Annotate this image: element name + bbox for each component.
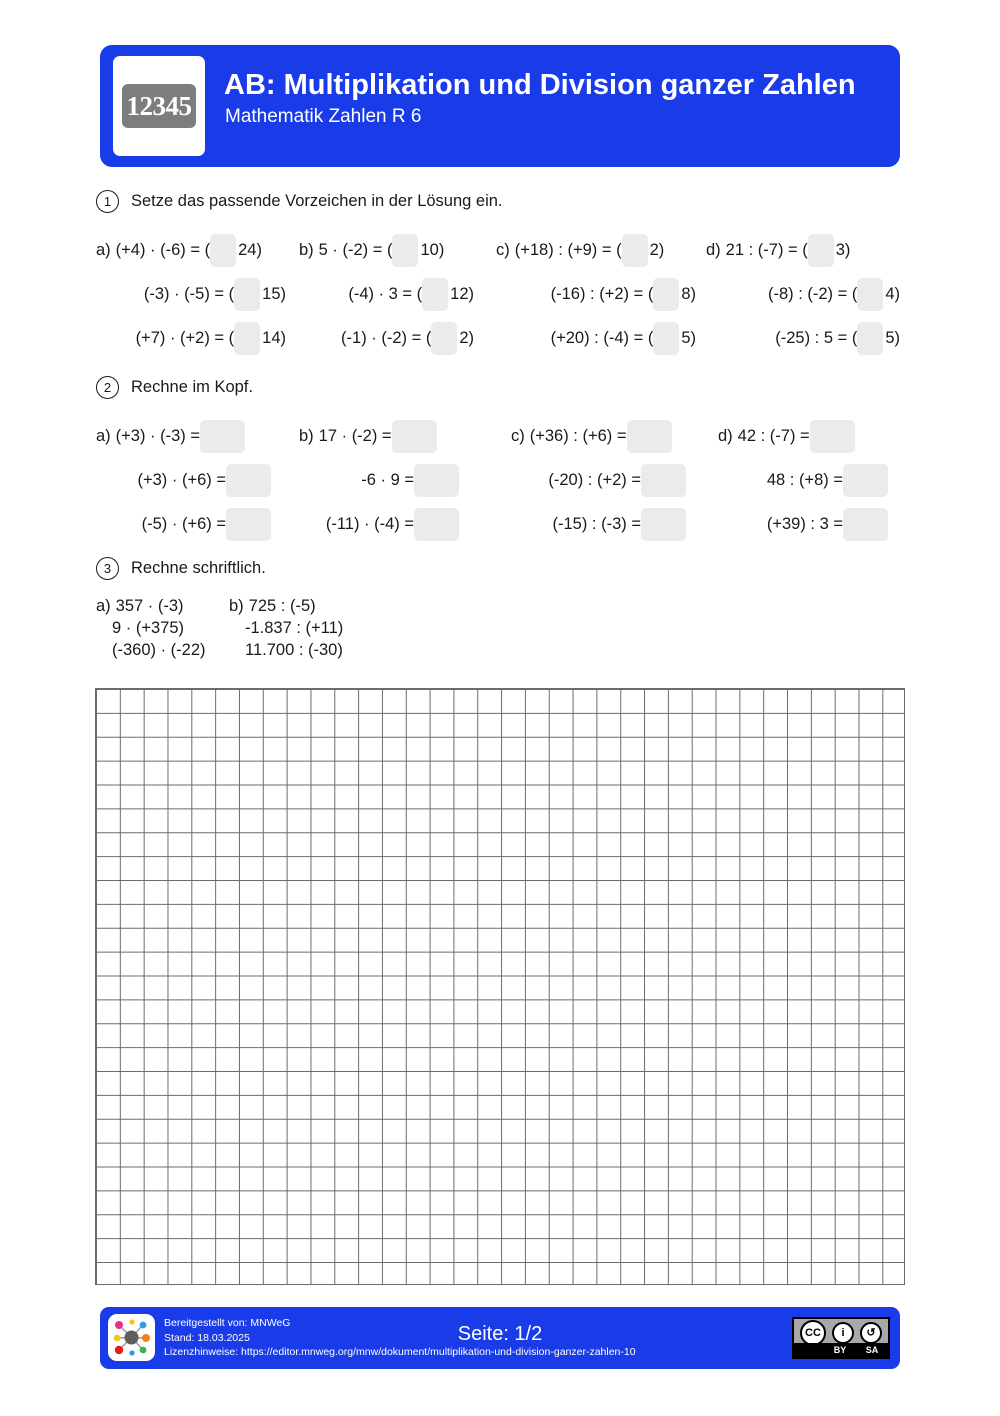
answer-blank[interactable] — [200, 420, 245, 453]
problem-d-3 — [706, 316, 900, 360]
exercise-1-heading — [96, 188, 900, 214]
problem-b-1 — [299, 414, 459, 458]
written-problem-line — [229, 595, 343, 617]
expression — [138, 464, 272, 497]
problem-a-1 — [96, 414, 271, 458]
expression-text: (-16) : (+2) = ( — [550, 284, 654, 303]
worksheet-footer — [100, 1307, 900, 1369]
column-label: a) — [96, 597, 111, 615]
expression — [738, 420, 855, 453]
expression-text: (-11) · (-4) = — [325, 514, 414, 533]
answer-blank[interactable] — [392, 234, 418, 267]
problem-c-2 — [511, 458, 686, 502]
written-problem-column-b — [229, 595, 343, 661]
answer-value: 10) — [420, 240, 445, 259]
exercise-2-heading — [96, 374, 900, 400]
page-subtitle: Mathematik Zahlen R 6 — [225, 106, 422, 127]
problem-c-1 — [511, 414, 686, 458]
expression — [361, 464, 459, 497]
expression — [341, 322, 474, 355]
cc-icon: CC — [800, 1320, 826, 1346]
expression-text: (+3) · (+6) = — [137, 470, 226, 489]
expression-text: (+20) : (-4) = ( — [550, 328, 654, 347]
expression — [116, 420, 245, 453]
column-label: c) — [511, 426, 525, 445]
problem-a-2 — [96, 272, 286, 316]
expression — [551, 278, 696, 311]
page-title: AB: Multiplikation und Division ganzer Zahlen — [224, 69, 856, 101]
exercise-1-title: Setze das passende Vorzeichen in der Lösung ein. — [131, 191, 503, 210]
logo-badge: 12345 — [122, 84, 196, 128]
answer-blank[interactable] — [234, 278, 260, 311]
exercise-3-title: Rechne schriftlich. — [131, 558, 266, 577]
problem-a-2 — [96, 458, 271, 502]
page-indicator: Seite: 1/2 — [457, 1323, 543, 1345]
exercise-2 — [96, 374, 900, 546]
answer-blank[interactable] — [857, 278, 883, 311]
expression — [548, 464, 686, 497]
answer-value: 2) — [459, 328, 474, 347]
expression-text: (+3) · (-3) = — [115, 426, 201, 445]
expression — [326, 508, 459, 541]
problem-b-3 — [299, 316, 474, 360]
problem-d-1 — [718, 414, 888, 458]
exercise-1 — [96, 188, 900, 360]
problem-a-3 — [96, 316, 286, 360]
expression — [319, 234, 445, 267]
answer-blank[interactable] — [810, 420, 855, 453]
expression-text: (+4) · (-6) = ( — [115, 240, 211, 259]
problem-d-3 — [718, 502, 888, 546]
written-problem-line — [96, 639, 206, 661]
problem-c-3 — [511, 502, 686, 546]
column-label: b) — [299, 240, 314, 259]
cc-license-badge — [792, 1317, 890, 1359]
expression — [768, 278, 900, 311]
written-problem-line — [229, 617, 343, 639]
exercise-row — [96, 458, 900, 502]
exercise-3-heading — [96, 555, 900, 581]
expression-text: (-3) · (-5) = ( — [143, 284, 235, 303]
expression — [142, 508, 271, 541]
exercise-row — [96, 228, 900, 272]
expression — [767, 464, 888, 497]
cc-sa-label: SA — [865, 1345, 879, 1355]
expression-text: 725 : (-5) — [248, 597, 316, 615]
answer-blank[interactable] — [414, 464, 459, 497]
written-problem-line — [229, 639, 343, 661]
expression-text: (-1) · (-2) = ( — [341, 328, 432, 347]
answer-value: 5) — [885, 328, 900, 347]
written-problem-column-a — [96, 595, 206, 661]
answer-value: 2) — [649, 240, 665, 259]
answer-value: 12) — [450, 284, 474, 303]
expression-text: 357 · (-3) — [115, 597, 184, 615]
answer-blank[interactable] — [843, 464, 888, 497]
expression — [775, 322, 900, 355]
answer-blank[interactable] — [622, 234, 648, 267]
answer-value: 8) — [681, 284, 696, 303]
column-label: a) — [96, 426, 111, 445]
answer-value: 3) — [835, 240, 851, 259]
problem-b-2 — [299, 272, 474, 316]
answer-blank[interactable] — [808, 234, 834, 267]
answer-blank[interactable] — [653, 278, 679, 311]
cc-label-row — [794, 1343, 888, 1357]
answer-grid — [95, 688, 905, 1285]
answer-blank[interactable] — [422, 278, 448, 311]
problem-b-1 — [299, 228, 474, 272]
problem-c-1 — [496, 228, 696, 272]
problem-a-3 — [96, 502, 271, 546]
answer-value: 5) — [681, 328, 696, 347]
answer-blank[interactable] — [627, 420, 672, 453]
expression-text: -6 · 9 = — [361, 470, 414, 489]
footer-date: Stand: 18.03.2025 — [164, 1331, 250, 1344]
answer-value: 14) — [262, 328, 286, 347]
expression-text: -1.837 : (+11) — [245, 619, 344, 637]
answer-blank[interactable] — [226, 464, 271, 497]
expression — [553, 508, 686, 541]
expression — [767, 508, 888, 541]
expression — [319, 420, 437, 453]
exercise-3 — [96, 555, 900, 675]
column-label: d) — [706, 240, 721, 259]
expression-text: (+18) : (+9) = ( — [514, 240, 622, 259]
problem-c-3 — [496, 316, 696, 360]
expression — [116, 234, 262, 267]
answer-blank[interactable] — [857, 322, 883, 355]
column-label: d) — [718, 426, 733, 445]
problem-c-2 — [496, 272, 696, 316]
cc-by-icon: i — [832, 1322, 854, 1344]
answer-value: 4) — [885, 284, 900, 303]
written-problem-line — [96, 617, 206, 639]
problem-d-2 — [718, 458, 888, 502]
expression-text: (+36) : (+6) = — [529, 426, 627, 445]
exercise-row — [96, 272, 900, 316]
column-label: b) — [229, 597, 244, 615]
written-problem-line — [96, 595, 206, 617]
problem-a-1 — [96, 228, 286, 272]
answer-blank[interactable] — [843, 508, 888, 541]
expression — [144, 278, 286, 311]
problem-b-2 — [299, 458, 459, 502]
expression-text: (-4) · 3 = ( — [348, 284, 423, 303]
column-label: c) — [496, 240, 510, 259]
answer-blank[interactable] — [234, 322, 260, 355]
answer-blank[interactable] — [392, 420, 437, 453]
expression — [551, 322, 696, 355]
expression-text: (-360) · (-22) — [112, 641, 206, 659]
problem-d-1 — [706, 228, 900, 272]
answer-blank[interactable] — [414, 508, 459, 541]
exercise-2-number: 2 — [96, 376, 119, 399]
expression — [515, 234, 665, 267]
column-label: b) — [299, 426, 314, 445]
exercise-3-number: 3 — [96, 557, 119, 580]
expression-text: (-5) · (+6) = — [141, 514, 226, 533]
logo-card — [113, 56, 205, 156]
answer-blank[interactable] — [641, 464, 686, 497]
expression — [348, 278, 474, 311]
exercise-row — [96, 414, 900, 458]
expression-text: (-8) : (-2) = ( — [767, 284, 858, 303]
answer-blank[interactable] — [210, 234, 236, 267]
expression-text: (+39) : 3 = — [766, 514, 843, 533]
expression-text: (+7) · (+2) = ( — [135, 328, 235, 347]
expression-text: (-20) : (+2) = — [548, 470, 641, 489]
expression-text: 17 · (-2) = — [318, 426, 392, 445]
problem-b-3 — [299, 502, 459, 546]
expression-text: 9 · (+375) — [112, 619, 184, 637]
footer-provider: Bereitgestellt von: MNWeG — [164, 1317, 291, 1329]
footer-license-link[interactable]: Lizenzhinweise: https://editor.mnweg.org/mnw/dokument/multiplikation-und-division-ganzer-zahlen-10 — [164, 1346, 636, 1358]
column-label: a) — [96, 240, 111, 259]
exercise-1-number: 1 — [96, 190, 119, 213]
expression — [530, 420, 672, 453]
expression-text: (-25) : 5 = ( — [775, 328, 858, 347]
expression-text: 21 : (-7) = ( — [725, 240, 808, 259]
cc-sa-icon: ↺ — [860, 1322, 882, 1344]
answer-value: 24) — [238, 240, 262, 259]
exercise-2-title: Rechne im Kopf. — [131, 377, 253, 396]
answer-blank[interactable] — [226, 508, 271, 541]
problem-d-2 — [706, 272, 900, 316]
expression-text: (-15) : (-3) = — [552, 514, 641, 533]
exercise-row — [96, 502, 900, 546]
expression-text: 42 : (-7) = — [737, 426, 810, 445]
answer-value: 15) — [262, 284, 286, 303]
expression-text: 48 : (+8) = — [766, 470, 843, 489]
expression-text: 11.700 : (-30) — [245, 641, 343, 659]
expression-text: 5 · (-2) = ( — [318, 240, 393, 259]
answer-blank[interactable] — [653, 322, 679, 355]
answer-blank[interactable] — [641, 508, 686, 541]
expression — [136, 322, 286, 355]
cc-by-label: BY — [833, 1345, 847, 1355]
expression — [726, 234, 851, 267]
answer-blank[interactable] — [431, 322, 457, 355]
worksheet-header — [100, 45, 900, 167]
exercise-row — [96, 316, 900, 360]
